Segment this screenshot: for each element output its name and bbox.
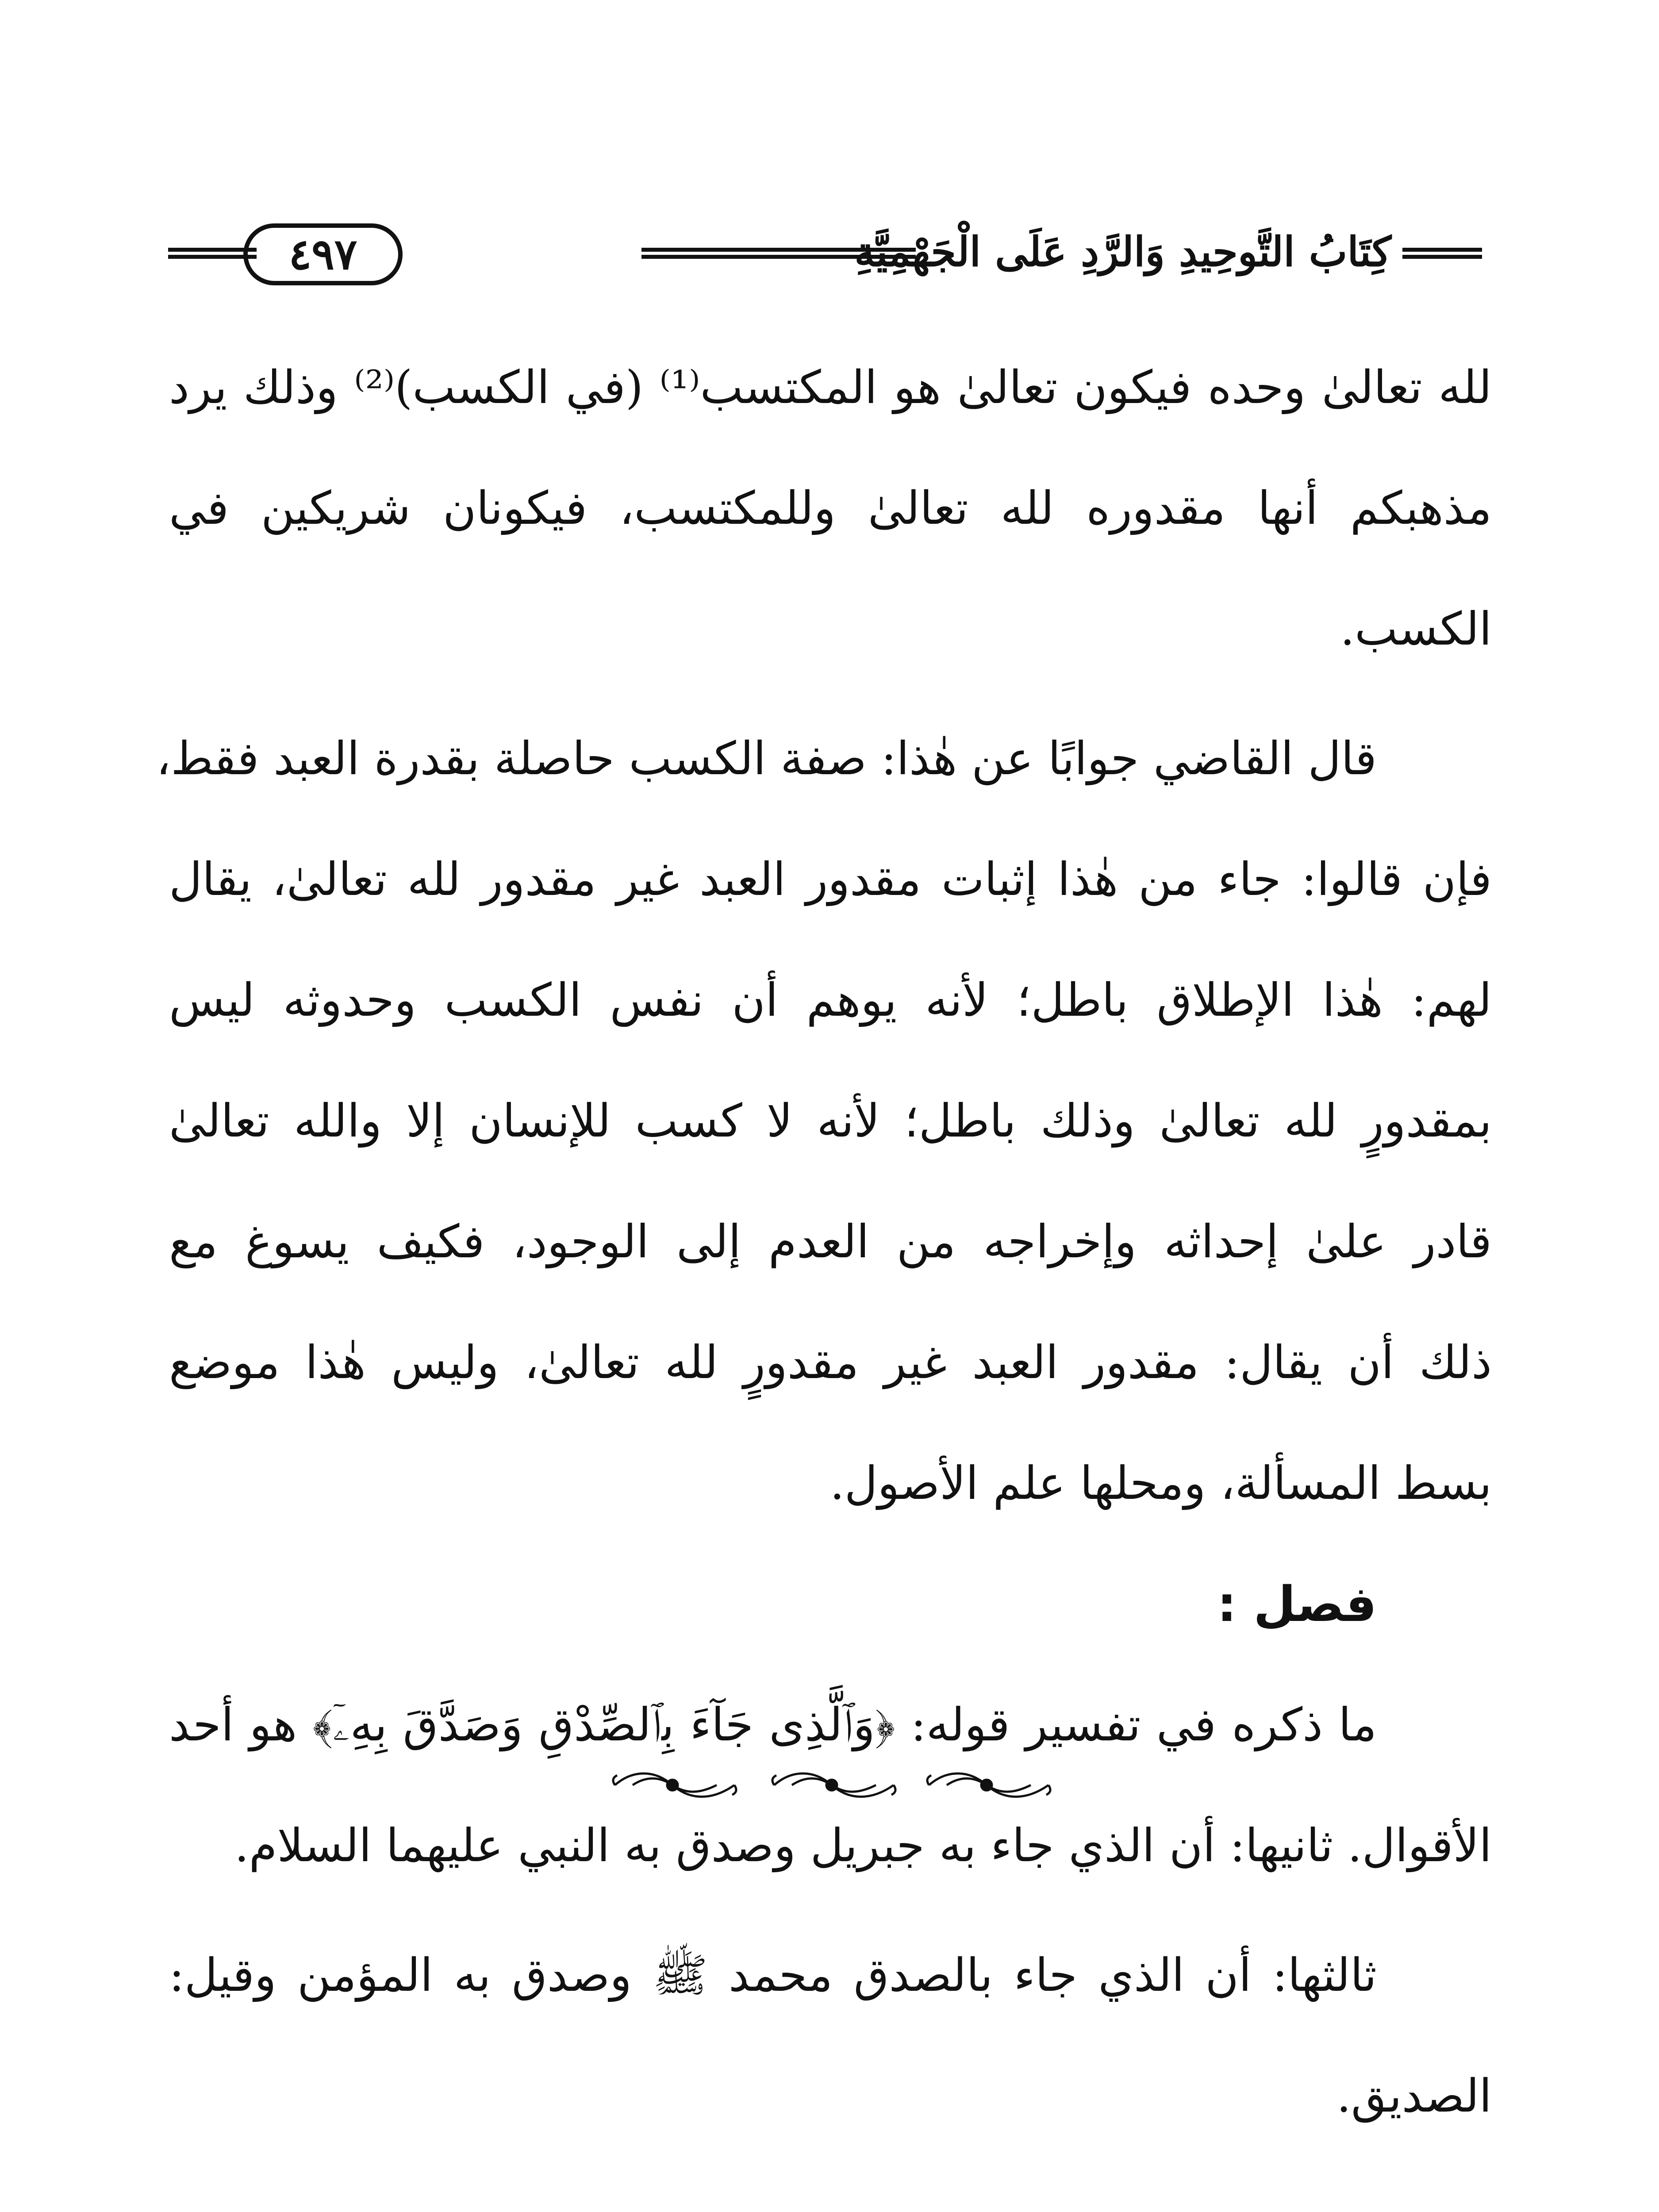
text-line: ما ذكره في تفسير قوله: ﴿وَٱلَّذِى جَآءَ بِٱلصِّدْقِ وَصَدَّقَ بِهِۦٓ﴾ هو أحد [169,1698,1377,1751]
text-line: الأقوال. ثانيها: أن الذي جاء به جبريل وصدق به النبي عليهما السلام. [234,1819,1492,1872]
text-line: ثالثها: أن الذي جاء بالصدق محمد ﷺ وصدق به المؤمن وقيل: [169,1949,1377,2002]
text-line: قادر علىٰ إحداثه وإخراجه من العدم إلى الوجود، فكيف يسوغ مع [169,1215,1492,1268]
section-heading: فصل : [1217,1576,1377,1632]
page-number-frame [243,223,403,285]
page-header [168,223,1482,290]
header-rule-right [1402,248,1482,259]
text-line: الصديق. [1336,2070,1492,2123]
text-line: قال القاضي جوابًا عن هٰذا: صفة الكسب حاصلة بقدرة العبد فقط، [156,732,1377,785]
text-line: لهم: هٰذا الإطلاق باطل؛ لأنه يوهم أن نفس الكسب وحدوثه ليس [169,974,1492,1027]
text-line: بسط المسألة، ومحلها علم الأصول. [830,1457,1492,1510]
ornament-divider-icon [606,1767,1057,1803]
text-line: فإن قالوا: جاء من هٰذا إثبات مقدور العبد غير مقدور لله تعالىٰ، يقال [169,853,1492,906]
text-line: بمقدورٍ لله تعالىٰ وذلك باطل؛ لأنه لا كسب للإنسان إلا والله تعالىٰ [169,1094,1492,1148]
main-text [156,327,1492,2157]
text-line: الكسب. [1340,603,1492,656]
text-line: ذلك أن يقال: مقدور العبد غير مقدورٍ لله تعالىٰ، وليس هٰذا موضع [169,1336,1492,1389]
header-rule-middle [641,248,916,259]
book-title: كِتَابُ التَّوحِيدِ وَالرَّدِ عَلَى الْجَهْمِيَّةِ [854,228,1391,276]
header-rule-left [168,248,257,259]
page-number: ٤٩٧ [288,229,357,279]
text-line: لله تعالىٰ وحده فيكون تعالىٰ هو المكتسب⁽¹⁾ (في الكسب)⁽²⁾ وذلك يرد [169,361,1492,414]
text-line: مذهبكم أنها مقدوره لله تعالىٰ وللمكتسب، فيكونان شريكين في [169,482,1492,535]
